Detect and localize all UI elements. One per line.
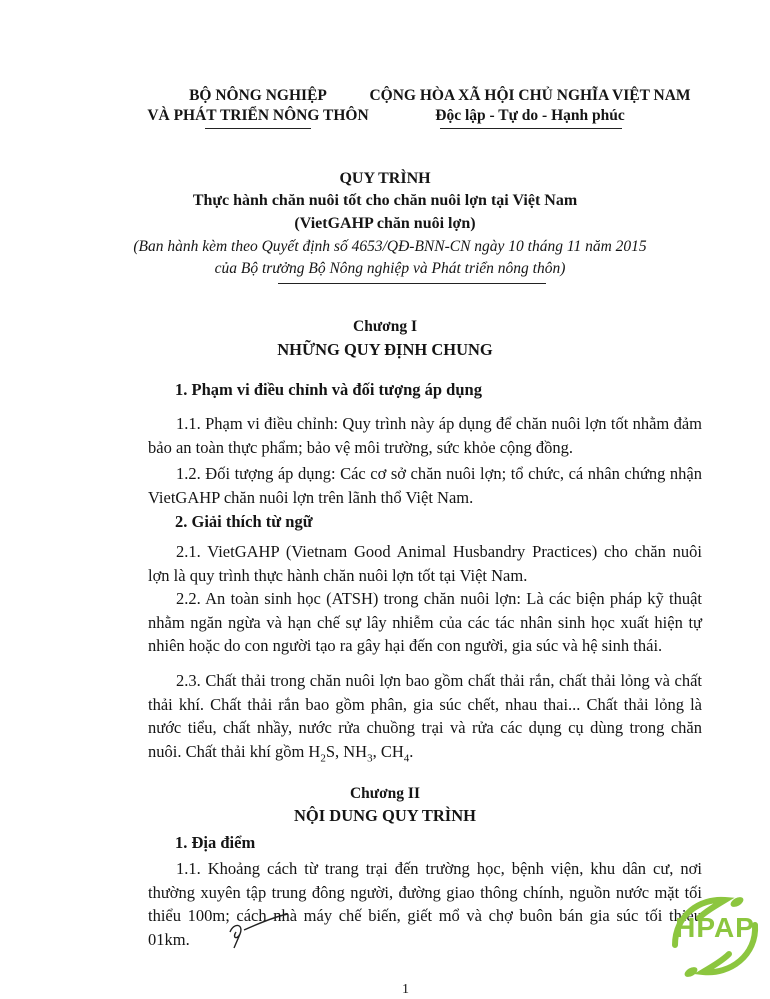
logo-text: HPAP	[675, 912, 755, 943]
handwritten-mark-icon	[222, 912, 292, 952]
paragraph-text: 1.2. Đối tượng áp dụng: Các cơ sở chăn nuôi lợn; tổ chức, cá nhân chứng nhận VietGAHP chăn nuôi lợn trên lãnh thổ Việt Nam.	[148, 464, 702, 507]
doc-title: QUY TRÌNH	[339, 170, 431, 187]
doc-subtitle-short: (VietGAHP chăn nuôi lợn)	[294, 215, 476, 232]
subscript-3: 3	[367, 751, 373, 764]
chapter-2-title: NỘI DUNG QUY TRÌNH	[294, 806, 476, 825]
formula-text: S, NH	[325, 741, 368, 761]
paragraph-2-1	[148, 540, 702, 587]
chapter-1-title: NHỮNG QUY ĐỊNH CHUNG	[277, 340, 493, 359]
agency-header	[128, 86, 388, 126]
agency-name-line2: VÀ PHÁT TRIỂN NÔNG THÔN	[147, 107, 369, 124]
paragraph-text: 2.2. An toàn sinh học (ATSH) trong chăn nuôi lợn: Là các biện pháp kỹ thuật nhằm ngăn ngừa và hạn chế sự lây nhiễm của các tác nhân sinh học xuất hiện tự nhiên hoặc do con người tạo ra gây hại đến con người, gia súc và hệ sinh thái.	[148, 589, 702, 655]
chapter-2-label: Chương II	[349, 785, 420, 802]
section-location-heading: 1. Địa điểm	[175, 833, 256, 852]
formula-text: , CH	[372, 741, 404, 761]
subscript-4: 4	[403, 751, 410, 764]
national-motto-line2: Độc lập - Tự do - Hạnh phúc	[435, 107, 625, 124]
section-1-heading: 1. Phạm vi điều chỉnh và đối tượng áp dụng	[175, 380, 482, 399]
issuance-note-line1: (Ban hành kèm theo Quyết định số 4653/QĐ-BNN-CN ngày 10 tháng 11 năm 2015	[133, 238, 647, 255]
paragraph-text: 2.1. VietGAHP (Vietnam Good Animal Husbandry Practices) cho chăn nuôi lợn là quy trình thực hành chăn nuôi lợn tốt tại Việt Nam.	[148, 542, 702, 585]
agency-underline	[205, 128, 311, 129]
hpap-logo	[665, 890, 765, 980]
paragraph-text	[148, 669, 702, 770]
national-motto-line1: CỘNG HÒA XÃ HỘI CHỦ NGHĨA VIỆT NAM	[369, 87, 691, 104]
chapter-1-label: Chương I	[353, 318, 417, 335]
national-header	[360, 86, 700, 126]
paragraph-text: 1.1. Khoảng cách từ trang trại đến trường học, bệnh viện, khu dân cư, nơi thường xuyên tập trung đông người, đường giao thông chính, nguồn nước mặt tối thiểu 100m; cách nhà máy chế biến, giết mổ và chợ buôn bán gia súc tối thiểu 01km.	[148, 859, 702, 949]
paragraph-1-1	[148, 412, 702, 459]
agency-name-line1: BỘ NÔNG NGHIỆP	[189, 87, 327, 104]
section-2-heading: 2. Giải thích từ ngữ	[175, 512, 313, 531]
paragraph-main-text: 2.3. Chất thải trong chăn nuôi lợn bao gồm chất thải rắn, chất thải lỏng và chất thải khí. Chất thải rắn bao gồm phân, gia súc chết, nhau thai... Chất thải lỏng là nước tiểu, chất nhầy, nước rửa chuồng trại và rửa các dụng cụ dùng trong chăn nuôi. Chất thải khí gồm H	[148, 671, 702, 761]
doc-subtitle: Thực hành chăn nuôi tốt cho chăn nuôi lợn tại Việt Nam	[192, 192, 578, 209]
page-number: 1	[402, 982, 409, 997]
paragraph-2-3	[148, 669, 702, 770]
paragraph-text: 1.1. Phạm vi điều chỉnh: Quy trình này áp dụng để chăn nuôi lợn tốt nhằm đảm bảo an toàn thực phẩm; bảo vệ môi trường, sức khỏe cộng đồng.	[148, 414, 702, 457]
issuance-note-line2: của Bộ trưởng Bộ Nông nghiệp và Phát triển nông thôn)	[214, 260, 566, 277]
formula-text: .	[409, 741, 414, 761]
national-underline	[440, 128, 622, 129]
title-underline	[278, 283, 546, 284]
paragraph-1-2	[148, 462, 702, 509]
paragraph-2-2	[148, 587, 702, 658]
subscript-2: 2	[320, 751, 326, 764]
